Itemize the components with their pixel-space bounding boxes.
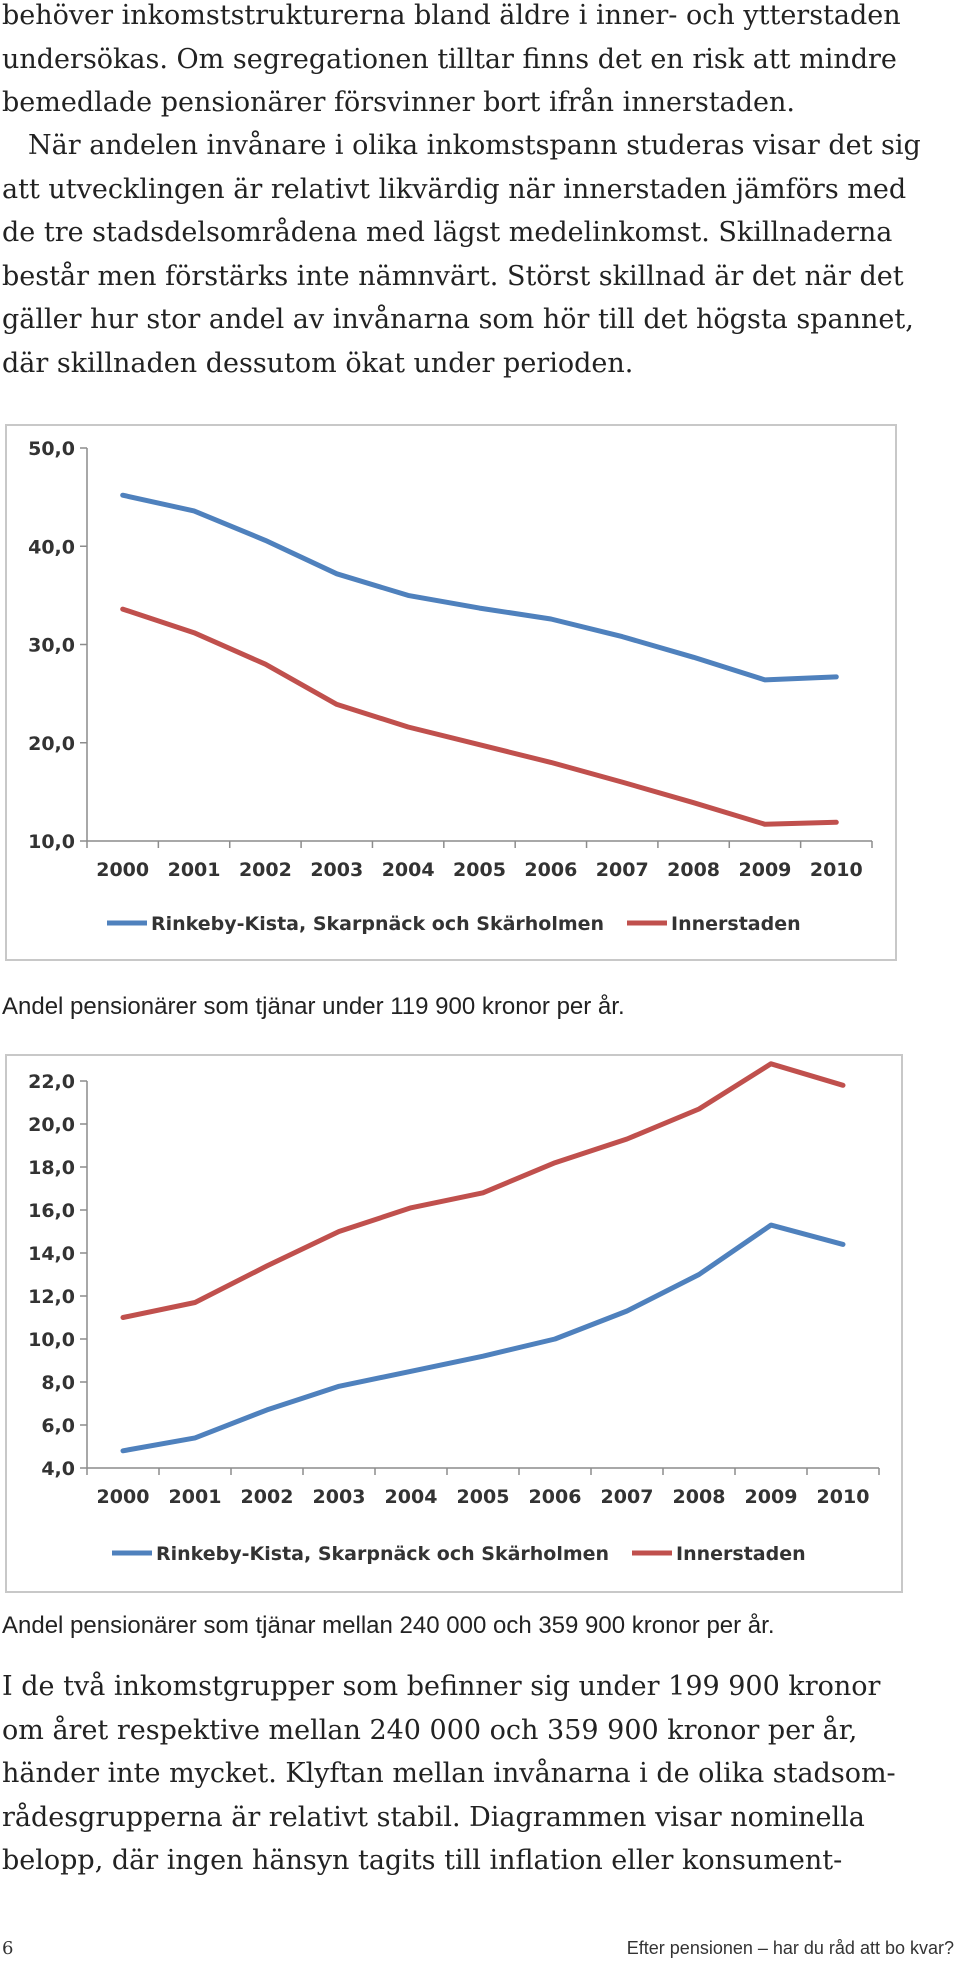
x-tick-label: 2010 xyxy=(816,1486,870,1508)
legend-label: Rinkeby-Kista, Skarpnäck och Skärholmen xyxy=(151,913,605,935)
x-tick-label: 2009 xyxy=(738,859,792,881)
y-tick-label: 10,0 xyxy=(28,831,75,853)
text-line: om året respektive mellan 240 000 och 359 900 kronor per år, xyxy=(2,1714,858,1746)
x-tick-label: 2003 xyxy=(310,859,364,881)
text-line: När andelen invånare i olika inkomstspann studeras visar det sig xyxy=(28,130,921,161)
text-line: bemedlade pensionärer försvinner bort ifrån innerstaden. xyxy=(2,87,795,119)
text-line: där skillnaden dessutom ökat under perioden. xyxy=(2,347,634,379)
x-tick-label: 2001 xyxy=(168,1486,222,1508)
series-line-rinkeby xyxy=(123,1225,843,1451)
x-tick-label: 2006 xyxy=(524,859,578,881)
x-tick-label: 2002 xyxy=(240,1486,294,1508)
line-chart-high-income xyxy=(7,1056,905,1595)
y-tick-label: 20,0 xyxy=(28,732,75,755)
chart-caption: Andel pensionärer som tjänar mellan 240 000 och 359 900 kronor per år. xyxy=(2,1612,775,1639)
x-tick-label: 2007 xyxy=(595,859,649,881)
series-line-innerstaden xyxy=(123,1064,843,1318)
y-tick-label: 4,0 xyxy=(41,1458,75,1480)
x-tick-label: 2005 xyxy=(453,859,506,881)
y-tick-label: 8,0 xyxy=(41,1372,75,1394)
x-tick-label: 2000 xyxy=(96,1486,150,1508)
legend-label: Rinkeby-Kista, Skarpnäck och Skärholmen xyxy=(156,1543,610,1565)
publication-title: Efter pensionen – har du råd att bo kvar? xyxy=(626,1938,954,1958)
legend-label: Innerstaden xyxy=(671,913,801,935)
x-tick-label: 2000 xyxy=(96,859,150,881)
y-tick-label: 20,0 xyxy=(28,1114,75,1136)
x-tick-label: 2001 xyxy=(167,859,221,881)
series-line-rinkeby xyxy=(123,495,837,680)
y-tick-label: 50,0 xyxy=(28,438,75,460)
text-line: undersökas. Om segregationen tilltar finns det en risk att mindre xyxy=(2,43,897,75)
x-tick-label: 2008 xyxy=(672,1486,726,1508)
text-line: händer inte mycket. Klyftan mellan invånarna i de olika stadsom- xyxy=(2,1758,896,1790)
x-tick-label: 2004 xyxy=(381,859,435,881)
y-tick-label: 22,0 xyxy=(28,1071,75,1093)
x-tick-label: 2009 xyxy=(744,1486,798,1508)
x-tick-label: 2002 xyxy=(238,859,292,881)
x-tick-label: 2004 xyxy=(384,1486,438,1508)
y-tick-label: 12,0 xyxy=(28,1286,75,1308)
y-tick-label: 18,0 xyxy=(28,1157,75,1179)
text-line: består men förstärks inte nämnvärt. Störst skillnad är det när det xyxy=(2,260,904,292)
y-tick-label: 16,0 xyxy=(28,1200,75,1222)
text-line: att utvecklingen är relativt likvärdig när innerstaden jämförs med xyxy=(2,173,907,205)
intro-paragraph xyxy=(2,0,958,125)
chart-high-income xyxy=(5,1054,903,1593)
income-range-paragraph xyxy=(2,124,958,386)
y-tick-label: 30,0 xyxy=(28,634,75,657)
text-line: de tre stadsdelsområdena med lägst medelinkomst. Skillnaderna xyxy=(2,217,893,249)
text-line: behöver inkomststrukturerna bland äldre i inner- och ytterstaden xyxy=(2,0,901,31)
page-number: 6 xyxy=(2,1938,14,1959)
x-tick-label: 2006 xyxy=(528,1486,582,1508)
x-tick-label: 2008 xyxy=(667,859,721,881)
series-line-innerstaden xyxy=(123,609,837,824)
text-line: I de två inkomstgrupper som befinner sig under 199 900 kronor xyxy=(2,1671,881,1702)
y-tick-label: 10,0 xyxy=(28,1329,75,1351)
chart-caption: Andel pensionärer som tjänar under 119 900 kronor per år. xyxy=(2,993,625,1020)
y-tick-label: 6,0 xyxy=(41,1415,75,1437)
x-tick-label: 2005 xyxy=(456,1486,510,1508)
y-tick-label: 40,0 xyxy=(28,536,75,559)
x-tick-label: 2007 xyxy=(600,1486,654,1508)
text-line: gäller hur stor andel av invånarna som hör till det högsta spannet, xyxy=(2,304,914,336)
line-chart-low-income xyxy=(7,426,899,963)
legend-label: Innerstaden xyxy=(676,1543,806,1565)
text-line: belopp, där ingen hänsyn tagits till inflation eller konsument- xyxy=(2,1845,843,1877)
x-tick-label: 2003 xyxy=(312,1486,366,1508)
x-tick-label: 2010 xyxy=(809,859,863,881)
text-line: rådesgrupperna är relativt stabil. Diagrammen visar nominella xyxy=(2,1801,865,1833)
chart-low-income xyxy=(5,424,897,961)
conclusion-paragraph xyxy=(2,1665,958,1883)
y-tick-label: 14,0 xyxy=(28,1243,75,1265)
